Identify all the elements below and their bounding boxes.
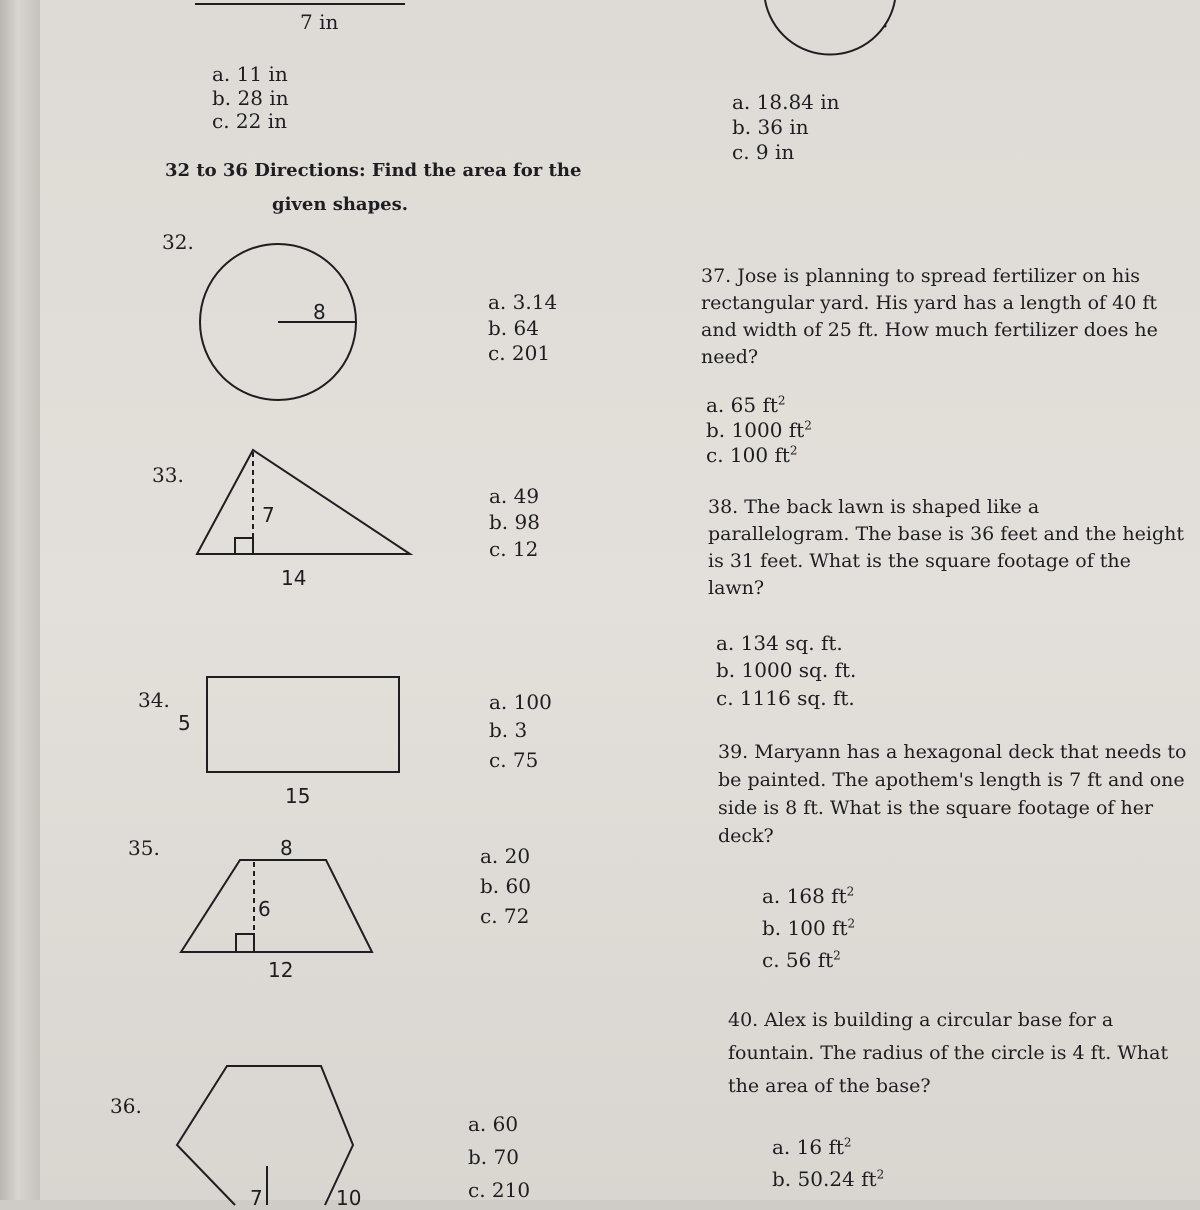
q38-question [708, 494, 1188, 602]
q32-choice-c: c. 201 [488, 341, 551, 365]
q37-line: need? [701, 346, 759, 368]
q38-line: 38. The back lawn is shaped like a [708, 496, 1040, 518]
q34-base-label: 15 [285, 784, 311, 808]
q35-trapezoid-figure [178, 856, 378, 956]
q39-line: be painted. The apothem's length is 7 ft and one [718, 769, 1185, 791]
q40-choice-a: a. 16 $ft^2$ [772, 1135, 852, 1159]
q31-right-choice-a: a. 18.84 in [732, 90, 840, 114]
q39-question [718, 738, 1198, 850]
q33-choice-a: a. 49 [489, 484, 540, 508]
q35-top-label: 8 [280, 836, 293, 860]
q31-right-circle [755, 0, 905, 50]
q35-choice-b: b. 60 [480, 874, 531, 898]
q37-question [701, 263, 1181, 371]
q32-circle-figure [198, 242, 362, 406]
q37-line: and width of 25 ft. How much fertilizer does he [701, 319, 1158, 341]
q39-line: deck? [718, 825, 774, 847]
q39-line: side is 8 ft. What is the square footage of her [718, 797, 1154, 819]
q38-choice-b: b. 1000 sq. ft. [716, 658, 857, 682]
q36-number: 36. [110, 1094, 142, 1118]
q34-choice-b: b. 3 [489, 718, 528, 742]
q31-choice-b: b. 28 in [212, 86, 289, 110]
q38-line: parallelogram. The base is 36 feet and the height [708, 523, 1184, 545]
q38-line: lawn? [708, 577, 765, 599]
q38-choice-a: a. 134 sq. ft. [716, 631, 843, 655]
q33-number: 33. [152, 463, 184, 487]
q34-number: 34. [138, 688, 170, 712]
q34-rectangle-figure [206, 676, 406, 776]
q37-choice-b: b. 1000 $ft^2$ [706, 418, 812, 442]
q36-apothem-label: 7 [250, 1186, 263, 1210]
q37-line: 37. Jose is planning to spread fertilizer on his [701, 265, 1141, 287]
q32-number: 32. [162, 230, 194, 254]
q37-choice-a: a. 65 $ft^2$ [706, 393, 786, 417]
q36-choice-c: c. 210 [468, 1178, 531, 1202]
q40-line: fountain. The radius of the circle is 4 ft. What [728, 1042, 1169, 1064]
q31-choice-c: c. 22 in [212, 109, 287, 133]
q39-choice-c: c. 56 $ft^2$ [762, 948, 841, 972]
q40-line: 40. Alex is building a circular base for a [728, 1009, 1114, 1031]
q33-triangle-figure [195, 448, 415, 558]
q31-right-choice-b: b. 36 in [732, 115, 809, 139]
q39-choice-a: a. 168 $ft^2$ [762, 884, 855, 908]
q34-choice-a: a. 100 [489, 690, 552, 714]
q35-number: 35. [128, 836, 160, 860]
q36-hexagon-figure [175, 1060, 360, 1200]
q39-line: 39. Maryann has a hexagonal deck that needs to [718, 741, 1187, 763]
q36-side-label: 10 [336, 1186, 362, 1210]
q35-height-label: 6 [258, 897, 271, 921]
q37-line: rectangular yard. His yard has a length of 40 ft [701, 292, 1158, 314]
q31-choice-a: a. 11 in [212, 62, 288, 86]
q34-side-label: 5 [178, 711, 191, 735]
q33-base-label: 14 [281, 566, 307, 590]
q35-choice-a: a. 20 [480, 844, 531, 868]
q40-choice-b: b. 50.24 $ft^2$ [772, 1167, 885, 1191]
q32-choice-a: a. 3.14 [488, 290, 558, 314]
q37-choice-c: c. 100 $ft^2$ [706, 443, 798, 467]
directions-line-1: 32 to 36 Directions: Find the area for the [165, 160, 582, 181]
q35-base-label: 12 [268, 958, 294, 982]
binder-edge [0, 0, 40, 1200]
q33-height-label: 7 [262, 503, 275, 527]
q31-right-choice-c: c. 9 in [732, 140, 795, 164]
q33-choice-c: c. 12 [489, 537, 539, 561]
q33-choice-b: b. 98 [489, 510, 540, 534]
q32-choice-b: b. 64 [488, 316, 539, 340]
q31-dimension-label: 7 in [300, 10, 339, 34]
q34-choice-c: c. 75 [489, 748, 539, 772]
q31-rectangle-bottom [195, 0, 425, 8]
q36-choice-b: b. 70 [468, 1145, 519, 1169]
q40-line: the area of the base? [728, 1075, 931, 1097]
directions-line-2: given shapes. [272, 194, 409, 215]
q38-choice-c: c. 1116 sq. ft. [716, 686, 855, 710]
q40-question [728, 1004, 1200, 1103]
q39-choice-b: b. 100 $ft^2$ [762, 916, 856, 940]
q32-radius-label: 8 [313, 300, 326, 324]
q35-choice-c: c. 72 [480, 904, 530, 928]
q38-line: is 31 feet. What is the square footage of the [708, 550, 1131, 572]
q36-choice-a: a. 60 [468, 1112, 519, 1136]
